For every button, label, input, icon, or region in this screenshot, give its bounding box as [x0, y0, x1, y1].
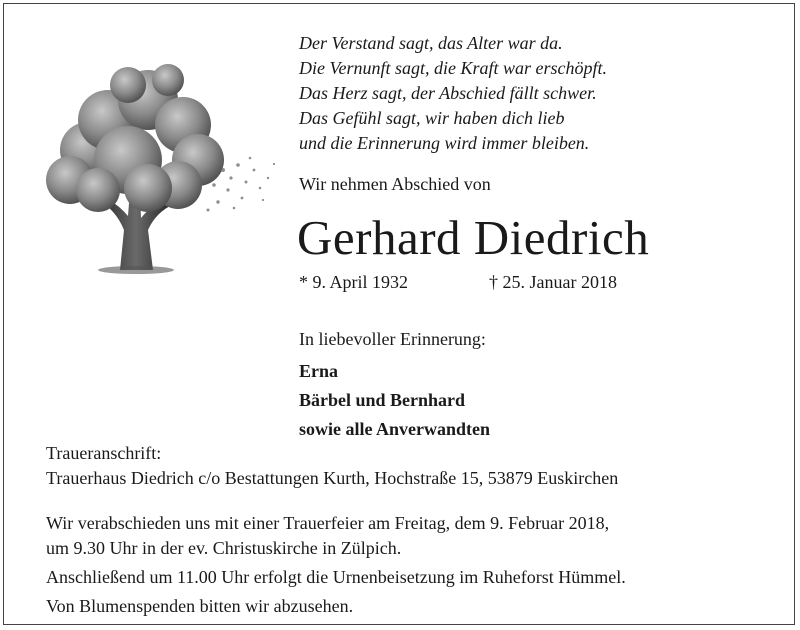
poem-line: Die Vernunft sagt, die Kraft war erschöpft.	[299, 58, 607, 78]
farewell-intro: Wir nehmen Abschied von	[299, 174, 491, 194]
condolence-address	[46, 441, 618, 491]
ceremony-line: Anschließend um 11.00 Uhr erfolgt die Urnenbeisetzung im Ruheforst Hümmel.	[46, 567, 626, 587]
deceased-name: Gerhard Diedrich	[297, 210, 650, 265]
mourners-list	[299, 357, 490, 444]
mourner: Erna	[299, 361, 339, 381]
memory-line: In liebevoller Erinnerung:	[299, 329, 486, 349]
ceremony-line: um 9.30 Uhr in der ev. Christuskirche in Zülpich.	[46, 538, 402, 558]
poem-line: Das Herz sagt, der Abschied fällt schwer.	[299, 83, 597, 103]
tree-icon	[28, 60, 283, 275]
poem-line: und die Erinnerung wird immer bleiben.	[299, 133, 590, 153]
poem	[299, 31, 607, 156]
address-label: Traueranschrift:	[46, 443, 162, 463]
poem-line: Das Gefühl sagt, wir haben dich lieb	[299, 108, 565, 128]
ceremony-line: Von Blumenspenden bitten wir abzusehen.	[46, 596, 354, 616]
mourner: Bärbel und Bernhard	[299, 390, 466, 410]
address-text: Trauerhaus Diedrich c/o Bestattungen Kurth, Hochstraße 15, 53879 Euskirchen	[46, 468, 619, 488]
mourner: sowie alle Anverwandten	[299, 419, 490, 439]
birth-date: * 9. April 1932	[299, 272, 409, 292]
death-date: † 25. Januar 2018	[489, 272, 617, 292]
poem-line: Der Verstand sagt, das Alter war da.	[299, 33, 563, 53]
ceremony-line: Wir verabschieden uns mit einer Trauerfeier am Freitag, dem 9. Februar 2018,	[46, 513, 610, 533]
ceremony-info	[46, 511, 626, 619]
